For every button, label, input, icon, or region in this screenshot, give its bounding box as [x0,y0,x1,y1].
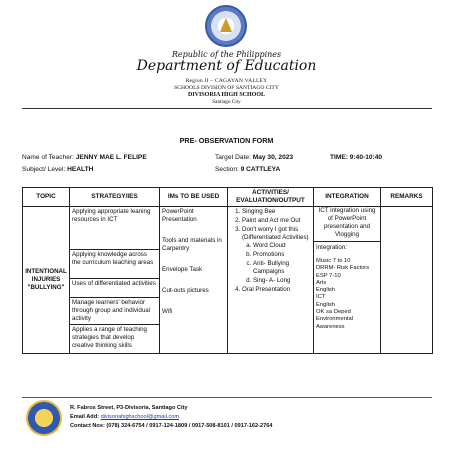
time-info: TIME: 9:40-10:40 [330,154,383,161]
time-value: 9:40-10:40 [349,154,383,161]
im-item: Cut-outs pictures [162,287,209,294]
col-header-remarks: REMARKS [381,188,433,207]
region-text: Region II – CAGAYAN VALLEY [185,78,268,84]
strategy-item: Uses of differentiated activities [70,279,160,298]
integration-ict: ICT integration using of PowerPoint presentation and Vlogging [314,207,380,242]
form-title: PRE- OBSERVATION FORM [179,136,274,145]
table-row [23,207,433,250]
strategy-item: Manage learners' behavior through group and individual activity [70,298,160,325]
im-item: Tools and materials in Carpentry [162,237,222,252]
footer-address: R. Fabros Street, P3-Divisoria, Santiago City [70,405,188,411]
subject-value: HEALTH [67,166,94,173]
email-link[interactable]: divisoriahighschool@gmail.com [100,414,180,420]
observation-table [22,187,433,354]
footer-divider [22,397,432,398]
activity-item: 2. Paint and Act me Out [242,217,311,225]
integration-label: Integration: [316,244,347,251]
im-item: Envelope Task [162,266,203,273]
teacher-info: Name of Teacher: JENNY MAE L. FELIPE [22,154,147,161]
activity-subitem: a. Word Cloud [253,242,311,250]
remarks-cell [381,207,433,354]
col-header-integration: INTEGRATION [314,188,381,207]
col-header-ims: IMs TO BE USED [160,188,228,207]
target-date: May 30, 2023 [252,154,294,161]
im-item: Wifi [162,308,173,315]
republic-text: Republic of the Philippines [171,50,282,59]
deped-seal-logo [205,5,247,47]
teacher-name: JENNY MAE L. FELIPE [75,154,147,161]
school-logo [26,400,62,436]
col-header-topic: TOPIC [23,188,70,207]
target-date-info: Target Date: May 30, 2023 [215,154,294,161]
table-header-row [23,188,433,207]
activities-cell [228,207,314,354]
strategy-item: Applying knowledge across the curriculum teaching areas [70,250,160,279]
activity-subitem: b. Promotions [253,251,311,259]
activity-subitem: d. Sing- A- Long [253,277,311,285]
city-text: Santiago City [212,99,241,105]
department-title: Department of Education [136,58,317,74]
footer-contact: Contact Nos: (078) 324-6754 / 0917-124-1809 / 0917-508-8101 / 0917-162-2764 [70,423,273,429]
activity-item: 4. Oral Presentation [242,286,311,294]
col-header-activities: ACTIVITIES/ EVALUATION/OUTPUT [228,188,314,207]
section-info: Section: 9 CATTLEYA [215,166,281,173]
col-header-strategy: STRATEGY/IES [70,188,160,207]
activity-item: 3. Don't worry I got this (Differentiated Activities) a. Word Cloud b. Promotions c. Anti- Bullying Campaigns d. Sing- A- Long [242,226,311,285]
strategy-item: Applies a range of teaching strategies that develop creative thinking skills [70,325,160,354]
header-divider [22,108,432,109]
footer-email-line: Email Add: divisoriahighschool@gmail.com [70,414,180,420]
school-name: DIVISORIA HIGH SCHOOL [187,92,266,98]
strategy-item: Applying appropriate leaning resources in ICT [70,207,160,250]
activity-item: 1. Singing Bee [242,208,311,216]
ims-cell [160,207,228,354]
topic-cell: INTENTIONAL INJURIES "BULLYING" [23,207,70,354]
integration-list: Music 7 to 10 DRRM- Risk Factors ESP 7-10 Arts English ICT English OK sa Deped Environmental Awareness [316,258,370,330]
section-value: 9 CATTLEYA [240,166,281,173]
division-text: SCHOOLS DIVISION OF SANTIAGO CITY [174,85,279,91]
activity-subitem: c. Anti- Bullying Campaigns [253,260,311,276]
integration-cell [314,207,381,354]
im-item: PowerPoint Presentation [162,208,197,223]
subject-info: Subject/ Level: HEALTH [22,166,94,173]
